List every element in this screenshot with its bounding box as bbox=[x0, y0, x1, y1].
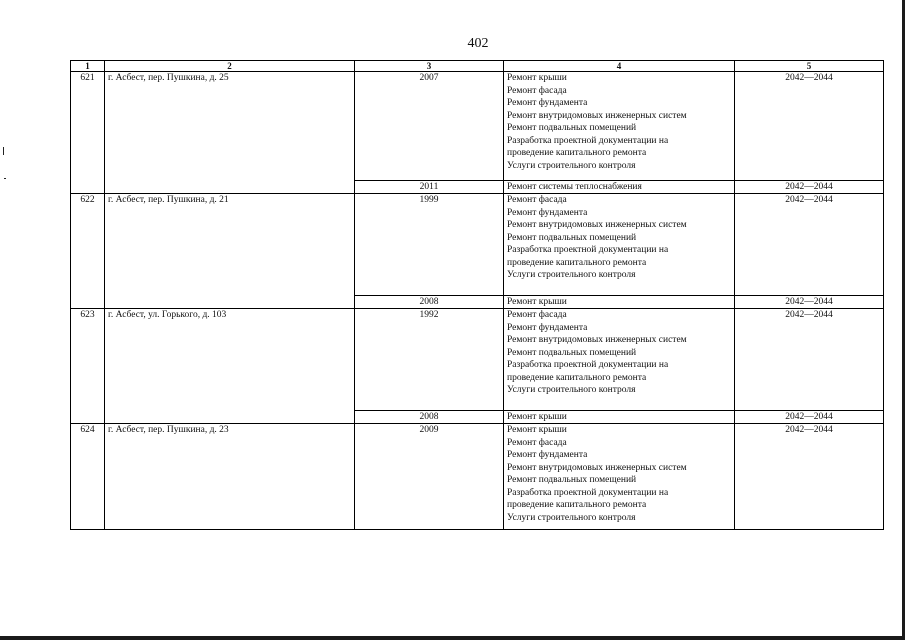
planned-period: 2042—2044 bbox=[735, 181, 884, 194]
work-list bbox=[504, 72, 735, 181]
construction-year: 2008 bbox=[355, 296, 504, 309]
work-item: Разработка проектной документации на bbox=[507, 487, 669, 498]
work-item: Услуги строительного контроля bbox=[507, 270, 636, 280]
work-item: Ремонт системы теплоснабжения bbox=[507, 182, 642, 192]
work-item: Ремонт подвальных помещений bbox=[507, 123, 637, 133]
work-item: проведение капитального ремонта bbox=[507, 372, 647, 383]
work-item: Ремонт фундамента bbox=[507, 450, 588, 460]
construction-year: 2009 bbox=[355, 424, 504, 530]
work-item: Ремонт фасада bbox=[507, 437, 567, 448]
work-item: Ремонт фасада bbox=[507, 195, 567, 205]
header-col-5: 5 bbox=[735, 61, 884, 72]
work-item: Разработка проектной документации на bbox=[507, 245, 669, 255]
work-list bbox=[504, 309, 735, 411]
table-row bbox=[71, 424, 884, 530]
work-item: Ремонт фасада bbox=[507, 85, 567, 96]
work-item: проведение капитального ремонта bbox=[507, 148, 647, 158]
record-address: г. Асбест, пер. Пушкина, д. 23 bbox=[105, 424, 355, 530]
planned-period: 2042—2044 bbox=[735, 424, 884, 530]
work-list bbox=[504, 181, 735, 194]
planned-period: 2042—2044 bbox=[735, 194, 884, 296]
record-address: г. Асбест, пер. Пушкина, д. 25 bbox=[105, 72, 355, 194]
table-row bbox=[71, 309, 884, 411]
work-item: Разработка проектной документации на bbox=[507, 135, 669, 146]
construction-year: 2007 bbox=[355, 72, 504, 181]
table-row bbox=[71, 194, 884, 296]
work-item: проведение капитального ремонта bbox=[507, 257, 647, 268]
construction-year: 2011 bbox=[355, 181, 504, 194]
planned-period: 2042—2044 bbox=[735, 296, 884, 309]
work-list bbox=[504, 296, 735, 309]
work-item: Ремонт подвальных помещений bbox=[507, 232, 637, 243]
work-list bbox=[504, 411, 735, 424]
record-address: г. Асбест, пер. Пушкина, д. 21 bbox=[105, 194, 355, 309]
work-item: Услуги строительного контроля bbox=[507, 160, 636, 171]
planned-period: 2042—2044 bbox=[735, 309, 884, 411]
table-row bbox=[71, 72, 884, 181]
work-item: Услуги строительного контроля bbox=[507, 385, 636, 395]
planned-period: 2042—2044 bbox=[735, 411, 884, 424]
construction-year: 2008 bbox=[355, 411, 504, 424]
work-item: Ремонт внутридомовых инженерных систем bbox=[507, 462, 687, 473]
registry-table bbox=[70, 60, 884, 530]
work-item: Ремонт подвальных помещений bbox=[507, 347, 637, 358]
scan-edge-bottom bbox=[0, 636, 905, 640]
header-row bbox=[71, 61, 884, 72]
page-number: 402 bbox=[467, 36, 489, 51]
construction-year: 1992 bbox=[355, 309, 504, 411]
work-item: Услуги строительного контроля bbox=[507, 512, 636, 523]
work-item: Ремонт фундамента bbox=[507, 322, 588, 333]
record-number: 623 bbox=[71, 309, 105, 424]
record-address: г. Асбест, ул. Горького, д. 103 bbox=[105, 309, 355, 424]
work-item: Ремонт фундамента bbox=[507, 98, 588, 108]
work-item: Ремонт крыши bbox=[507, 73, 567, 83]
work-item: Ремонт крыши bbox=[507, 425, 567, 435]
work-item: Ремонт внутридомовых инженерных систем bbox=[507, 335, 687, 345]
scan-mark-left bbox=[3, 147, 4, 155]
construction-year: 1999 bbox=[355, 194, 504, 296]
work-item: Ремонт крыши bbox=[507, 297, 567, 307]
work-item: Ремонт фундамента bbox=[507, 207, 588, 218]
header-col-4: 4 bbox=[504, 61, 735, 72]
record-number: 622 bbox=[71, 194, 105, 309]
work-item: Ремонт внутридомовых инженерных систем bbox=[507, 220, 687, 230]
planned-period: 2042—2044 bbox=[735, 72, 884, 181]
work-item: Разработка проектной документации на bbox=[507, 360, 669, 370]
work-item: Ремонт внутридомовых инженерных систем bbox=[507, 110, 687, 121]
work-item: Ремонт фасада bbox=[507, 310, 567, 320]
scan-mark-left-dot bbox=[4, 178, 6, 179]
work-item: Ремонт крыши bbox=[507, 412, 567, 422]
record-number: 624 bbox=[71, 424, 105, 530]
work-item: Ремонт подвальных помещений bbox=[507, 475, 637, 485]
record-number: 621 bbox=[71, 72, 105, 194]
work-list bbox=[504, 424, 735, 530]
header-col-2: 2 bbox=[105, 61, 355, 72]
work-list bbox=[504, 194, 735, 296]
work-item: проведение капитального ремонта bbox=[507, 500, 647, 510]
header-col-1: 1 bbox=[71, 61, 105, 72]
header-col-3: 3 bbox=[355, 61, 504, 72]
